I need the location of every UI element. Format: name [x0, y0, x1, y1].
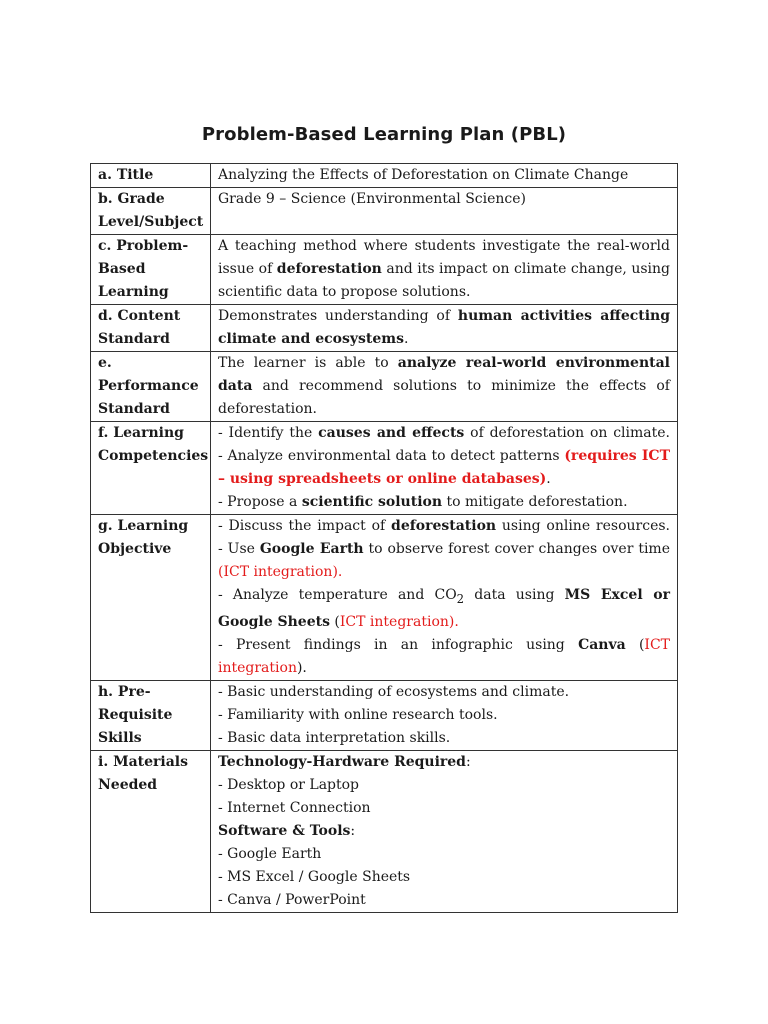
list-item: - Internet Connection	[218, 799, 371, 816]
list-item: - Canva / PowerPoint	[218, 891, 366, 908]
row-content-content-standard: Demonstrates understanding of human activities affecting climate and ecosystems.	[211, 305, 678, 352]
row-label-grade: b. Grade Level/Subject	[91, 188, 211, 235]
table-row	[91, 750, 678, 912]
list-item: - Familiarity with online research tools.	[218, 706, 498, 723]
list-item: - Present findings in an infographic using Canva (ICT integration).	[218, 636, 671, 676]
ict-note: (requires ICT – using spreadsheets or online databases)	[218, 448, 670, 487]
row-content-competencies	[211, 422, 678, 515]
list-item: - Discuss the impact of deforestation using online resources.	[218, 518, 670, 534]
list-item: - Propose a scientific solution to mitigate deforestation.	[218, 494, 628, 510]
row-content-objective	[211, 515, 678, 681]
software-heading: Software & Tools:	[218, 822, 356, 839]
list-item: - Use Google Earth to observe forest cover changes over time (ICT integration).	[218, 541, 670, 580]
table-row	[91, 188, 678, 235]
row-content-performance-standard: The learner is able to analyze real-world environmental data and recommend solutions to minimize the effects of deforestation.	[211, 352, 678, 422]
table-row	[91, 235, 678, 305]
table-row	[91, 515, 678, 681]
row-label-prereq: h. Pre- Requisite Skills	[91, 680, 211, 750]
pbl-plan-table	[90, 163, 678, 913]
row-label-competencies: f. Learning Competencies	[91, 422, 211, 515]
row-content-materials	[211, 750, 678, 912]
row-content-grade: Grade 9 – Science (Environmental Science)	[211, 188, 678, 235]
list-item: - MS Excel / Google Sheets	[218, 868, 411, 885]
table-row	[91, 164, 678, 188]
document-title: Problem-Based Learning Plan (PBL)	[201, 124, 567, 145]
hardware-heading: Technology-Hardware Required:	[218, 753, 471, 770]
list-item: - Desktop or Laptop	[218, 776, 360, 793]
table-row	[91, 305, 678, 352]
row-label-objective: g. Learning Objective	[91, 515, 211, 681]
table-row	[91, 352, 678, 422]
row-content-prereq	[211, 680, 678, 750]
list-item: - Analyze temperature and $CO_2$ data using MS Excel or Google Sheets (ICT integration).	[218, 587, 670, 630]
list-item: - Basic understanding of ecosystems and climate.	[218, 683, 570, 700]
ict-note: ICT integration).	[339, 613, 459, 630]
row-label-content-standard: d. Content Standard	[91, 305, 211, 352]
list-item: - Analyze environmental data to detect patterns (requires ICT – using spreadsheets or online databases).	[218, 448, 670, 487]
table-row	[91, 680, 678, 750]
ict-note: (ICT integration).	[218, 564, 343, 580]
list-item: - Identify the causes and effects of deforestation on climate.	[218, 425, 670, 441]
list-item: - Google Earth	[218, 845, 322, 862]
list-item: - Basic data interpretation skills.	[218, 729, 451, 746]
row-label-materials: i. Materials Needed	[91, 750, 211, 912]
row-label-title: a. Title	[91, 164, 211, 188]
ict-note: ICT integration	[218, 636, 671, 676]
row-label-performance-standard: e. Performance Standard	[91, 352, 211, 422]
row-content-title: Analyzing the Effects of Deforestation on Climate Change	[211, 164, 678, 188]
row-content-pbl: A teaching method where students investigate the real-world issue of deforestation and its impact on climate change, using scientific data to propose solutions.	[211, 235, 678, 305]
row-label-pbl: c. Problem- Based Learning	[91, 235, 211, 305]
table-row	[91, 422, 678, 515]
